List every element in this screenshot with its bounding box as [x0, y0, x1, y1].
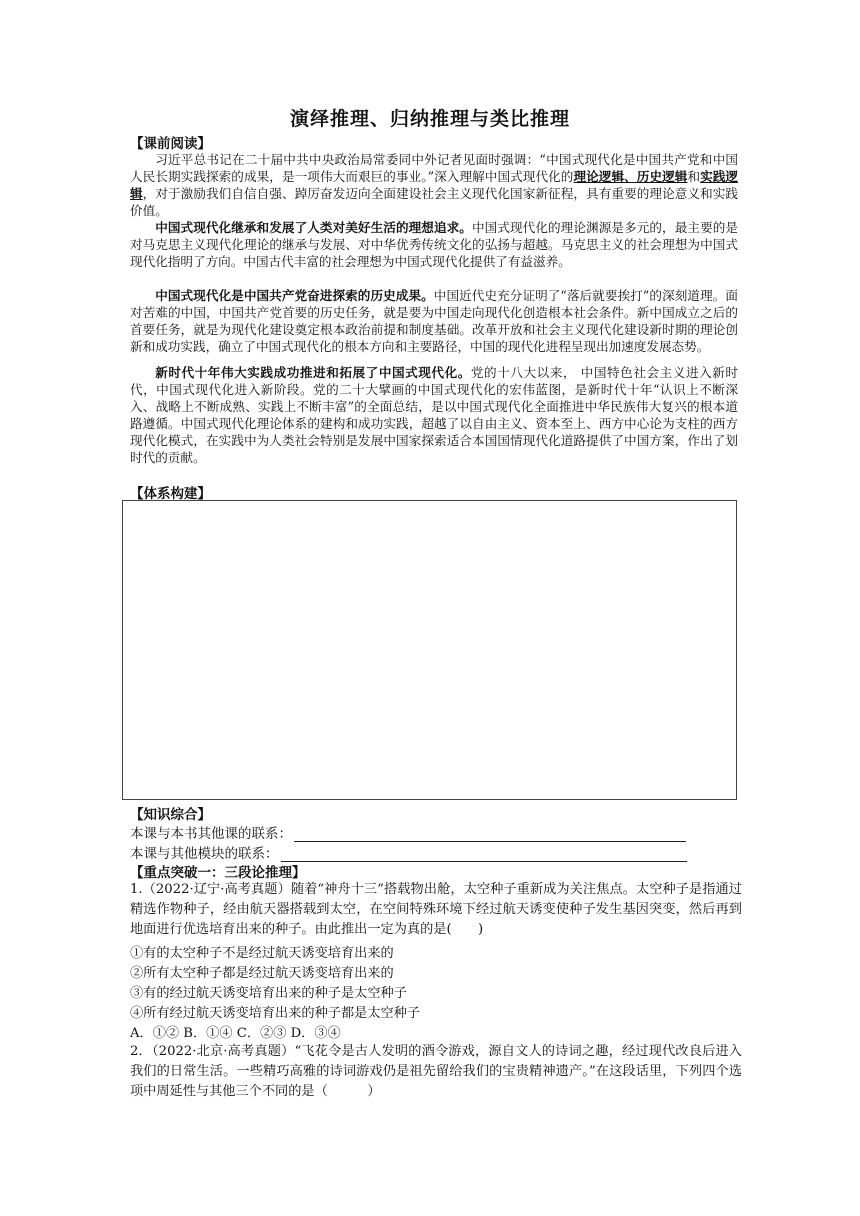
section-heading-preview: 【课前阅读】 [130, 136, 211, 152]
p2-text: 中国式现代化的理论渊源是多元的，最主要的是对马克思主义现代化理论的继承与发展、对中华优秀传统文化的弘扬与超越。马克思主义的社会理想为中国式现代化指明了方向。中国古代丰富的社会理想为中国式现代化提供了有益滋养。 [130, 220, 739, 269]
knowledge-label-2: 本课与其他模块的联系： [130, 846, 279, 862]
preview-paragraph-1 [130, 151, 738, 219]
p1-text-before: 习近平总书记在二十届中共中央政治局常委同中外记者见面时强调：“中国式现代化是中国共产党和中国人民长期实践探索的成果，是一项伟大而艰巨的事业。”深入理解中国式现代化的 [130, 152, 738, 184]
section-heading-knowledge: 【知识综合】 [130, 807, 211, 823]
section-heading-focus: 【重点突破一：三段论推理】 [130, 865, 306, 881]
knowledge-label-1: 本课与本书其他课的联系： [130, 826, 292, 842]
p1-underline-history: 历史逻辑 [636, 169, 688, 184]
question-1-statement-2: ②所有太空种子都是经过航天诱变培育出来的 [130, 966, 394, 981]
p1-sep-1: 、 [624, 169, 637, 184]
question-1-stem: 1.（2022·辽宁·高考真题）随着“神舟十三”搭载物出舱，太空种子重新成为关注焦点。太空种子是指通过精选作物种子，经由航天器搭载到太空，在空间特殊环境下经过航天诱变使种子发生基因突变，然后再到地面进行优选培育出来的种子。由此推出一定为真的是( ) [130, 882, 742, 937]
preview-paragraph-4 [130, 364, 738, 466]
system-construction-box[interactable] [122, 500, 737, 800]
question-1-choices: A．①② B．①④ C．②③ D．③④ [130, 1026, 341, 1041]
p1-text-after: ，对于激励我们自信自强、踔厉奋发迈向全面建设社会主义现代化国家新征程，具有重要的理论意义和实践价值。 [130, 186, 739, 218]
question-1-statement-3: ③有的经过航天诱变培育出来的种子是太空种子 [130, 986, 407, 1001]
section-heading-system: 【体系构建】 [130, 486, 211, 502]
preview-paragraph-3 [130, 287, 738, 355]
answer-blank-2[interactable] [281, 847, 687, 862]
knowledge-line-2 [130, 842, 687, 862]
p4-lead: 新时代十年伟大实践成功推进和拓展了中国式现代化。 [155, 365, 471, 380]
p1-underline-practice: 实践逻辑 [130, 169, 739, 201]
answer-blank-1[interactable] [294, 827, 686, 842]
question-1-statement-4: ④所有经过航天诱变培育出来的种子都是太空种子 [130, 1006, 421, 1021]
p3-lead: 中国式现代化是中国共产党奋进探索的历史成果。 [155, 288, 434, 303]
p1-sep-2: 和 [687, 169, 701, 184]
p1-underline-theory: 理论逻辑 [573, 169, 625, 184]
question-1-statement-1: ①有的太空种子不是经过航天诱变培育出来的 [130, 946, 394, 961]
question-2-stem: 2．（2022·北京·高考真题）“飞花令是古人发明的酒令游戏，源自文人的诗词之趣，经过现代改良后进入我们的日常生活。一些精巧高雅的诗词游戏仍是祖先留给我们的宝贵精神遗产。”在这段话里，下列四个选项中周延性与其他三个不同的是（ ） [130, 1044, 742, 1099]
p4-text: 党的十八大以来， 中国特色社会主义进入新时代，中国式现代化进入新阶段。党的二十大擘画的中国式现代化的宏伟蓝图，是新时代十年“认识上不断深入、战略上不断成熟、实践上不断丰富”的全面总结，是以中国式现代化全面推进中华民族伟大复兴的根本道路遵循。中国式现代化理论体系的建构和成功实践，超越了以自由主义、资本至上、西方中心论为支柱的西方现代化模式，在实践中为人类社会特别是发展中国家探索适合本国国情现代化道路提供了中国方案，作出了划时代的贡献。 [130, 365, 738, 465]
preview-paragraph-2 [130, 219, 738, 270]
page-title: 演绎推理、归纳推理与类比推理 [289, 108, 570, 130]
p3-text: 中国近代史充分证明了“落后就要挨打”的深刻道理。面对苦难的中国，中国共产党首要的历史任务，就是要为中国走向现代化创造根本社会条件。新中国成立之后的首要任务，就是为现代化建设奠定根本政治前提和制度基础。改革开放和社会主义现代化建设新时期的理论创新和成功实践，确立了中国式现代化的根本方向和主要路径，中国的现代化进程呈现出加速度发展态势。 [130, 288, 739, 354]
p2-lead: 中国式现代化继承和发展了人类对美好生活的理想追求。 [155, 220, 472, 235]
knowledge-line-1 [130, 822, 686, 842]
